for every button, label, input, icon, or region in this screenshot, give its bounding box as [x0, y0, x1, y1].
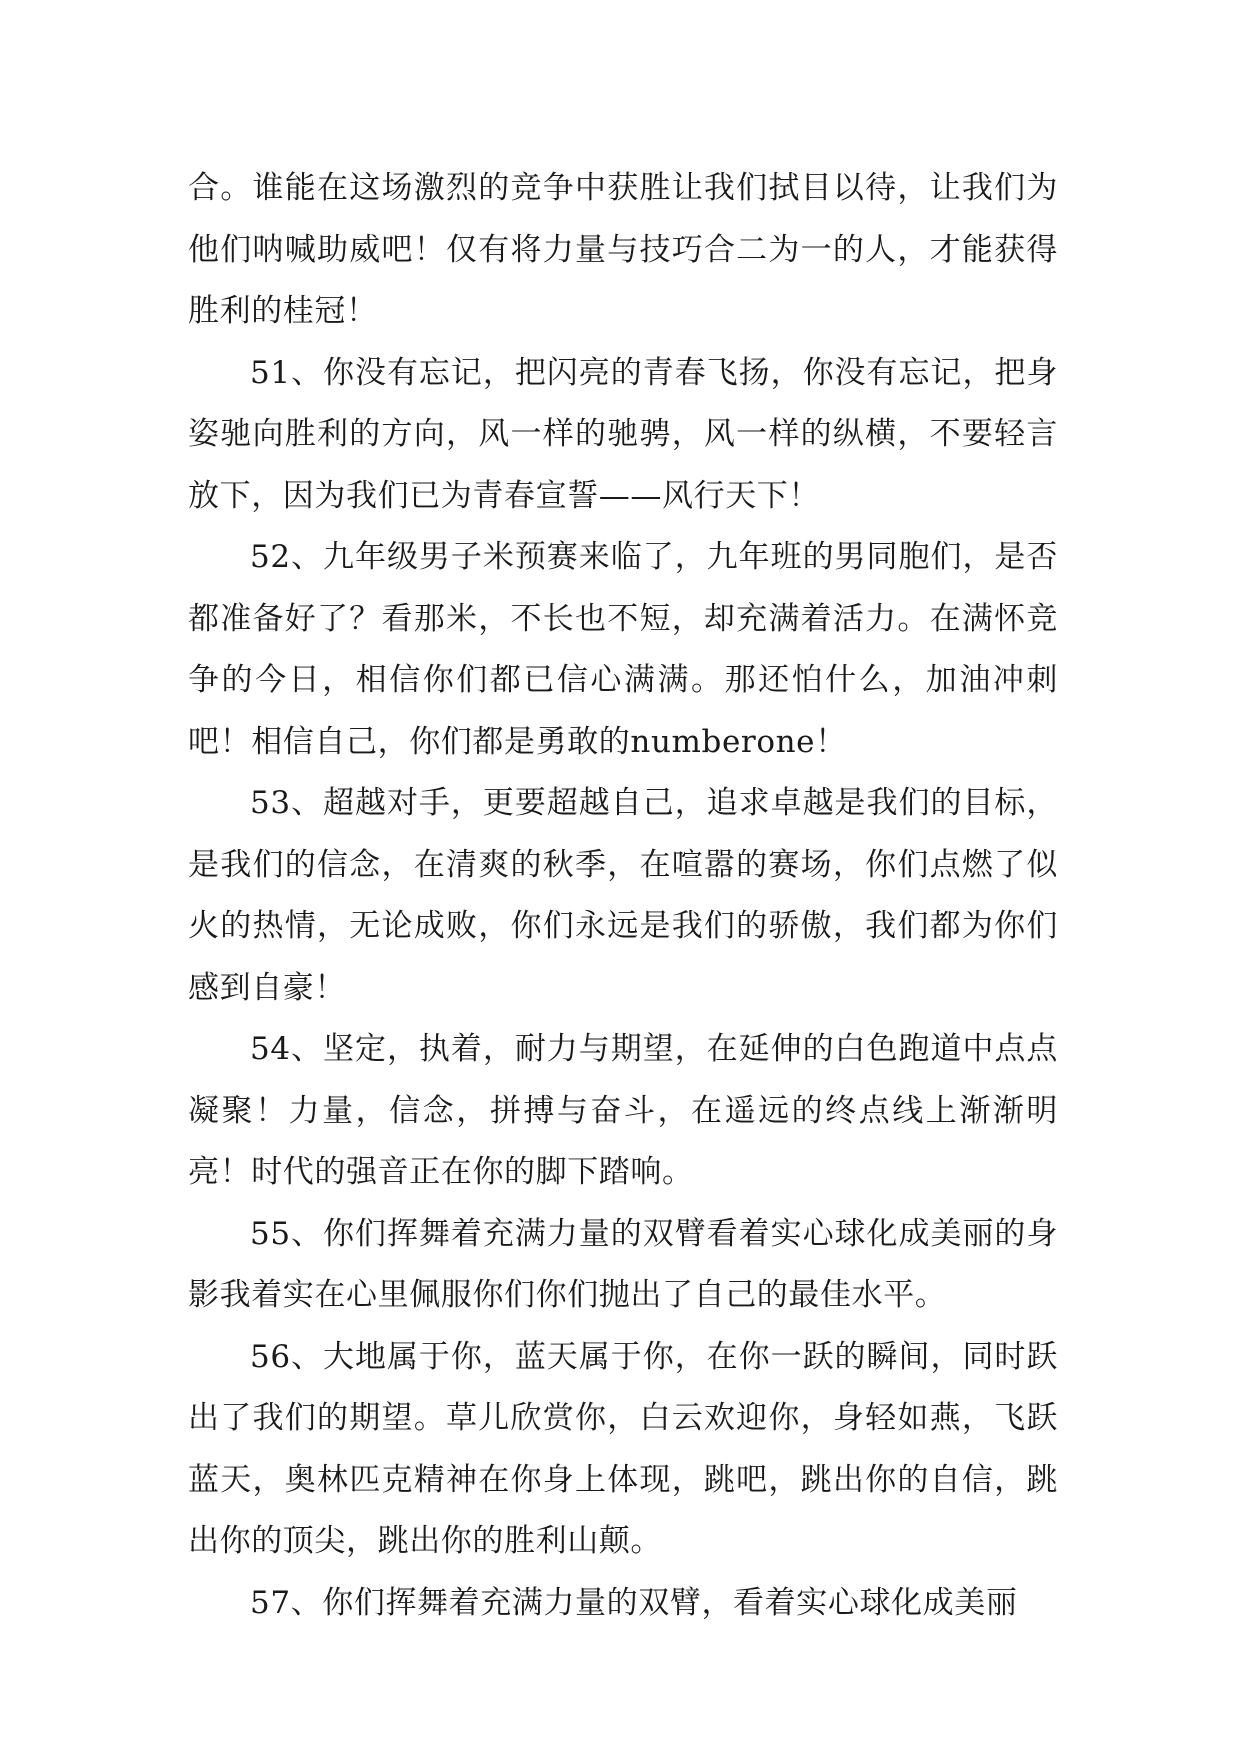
paragraph-56: 56、大地属于你，蓝天属于你，在你一跃的瞬间，同时跃出了我们的期望。草儿欣赏你，白云欢迎你，身轻如燕，飞跃蓝天，奥林匹克精神在你身上体现，跳吧，跳出你的自信，跳出你的顶尖，跳出你的胜利山颠。: [188, 1338, 1058, 1559]
paragraph-55: 55、你们挥舞着充满力量的双臂看着实心球化成美丽的身影我着实在心里佩服你们你们抛出了自己的最佳水平。: [188, 1215, 1058, 1313]
paragraph-54: 54、坚定，执着，耐力与期望，在延伸的白色跑道中点点凝聚！力量，信念，拼搏与奋斗，在遥远的终点线上渐渐明亮！时代的强音正在你的脚下踏响。: [188, 1031, 1058, 1190]
paragraph-57: 57、你们挥舞着充满力量的双臂，看着实心球化成美丽: [250, 1584, 1018, 1621]
document-body: [188, 158, 1058, 1634]
paragraph-continuation: 合。谁能在这场激烈的竞争中获胜让我们拭目以待，让我们为他们呐喊助威吧！仅有将力量与技巧合二为一的人，才能获得胜利的桂冠！: [188, 170, 1058, 329]
paragraph-51: 51、你没有忘记，把闪亮的青春飞扬，你没有忘记，把身姿驰向胜利的方向，风一样的驰骋，风一样的纵横，不要轻言放下，因为我们已为青春宣誓——风行天下！: [188, 354, 1058, 514]
paragraph-53: 53、超越对手，更要超越自己，追求卓越是我们的目标，是我们的信念，在清爽的秋季，在喧嚣的赛场，你们点燃了似火的热情，无论成败，你们永远是我们的骄傲，我们都为你们感到自豪！: [188, 785, 1058, 1006]
paragraph-52: 52、九年级男子米预赛来临了，九年班的男同胞们，是否都准备好了？看那米，不长也不短，却充满着活力。在满怀竞争的今日，相信你们都已信心满满。那还怕什么，加油冲刺吧！相信自己，你们都是勇敢的numberone！: [188, 539, 1058, 760]
